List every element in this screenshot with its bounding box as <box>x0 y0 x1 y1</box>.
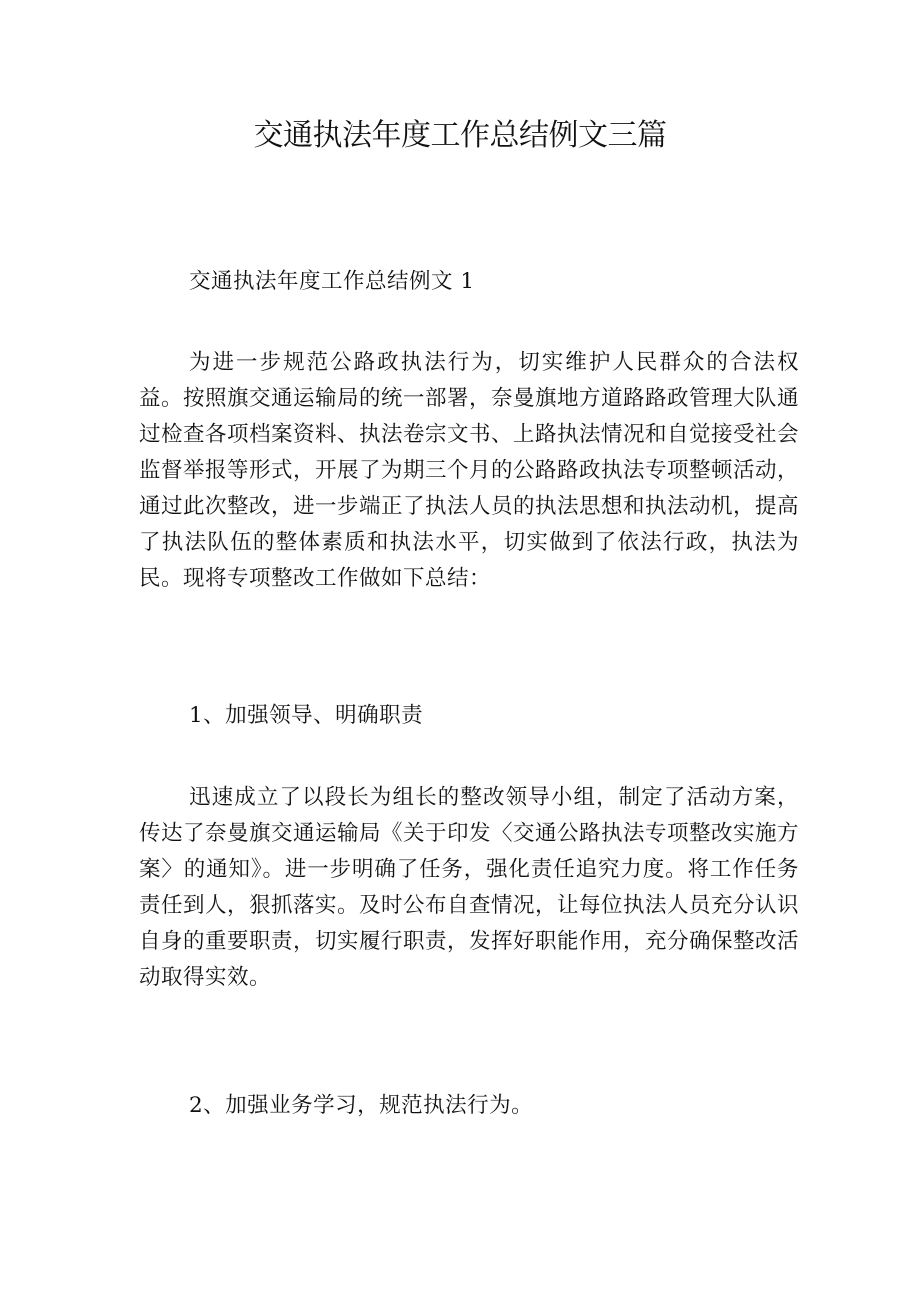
section-heading-1: 交通执法年度工作总结例文 1 <box>189 269 475 294</box>
section-paragraph-1: 为进一步规范公路政执法行为，切实维护人民群众的合法权益。按照旗交通运输局的统一部署，奈曼旗地方道路路政管理大队通过检查各项档案资料、执法卷宗文书、上路执法情况和自觉接受社会监督举报等形式，开展了为期三个月的公路路政执法专项整顿活动，通过此次整改，进一步端正了执法人员的执法思想和执法动机，提高了执法队伍的整体素质和执法水平，切实做到了依法行政，执法为民。现将专项整改工作做如下总结： <box>139 350 800 591</box>
section-heading-2: 1、加强领导、明确职责 <box>189 703 424 728</box>
section-paragraph-2: 迅速成立了以段长为组长的整改领导小组，制定了活动方案，传达了奈曼旗交通运输局《关于印发〈交通公路执法专项整改实施方案〉的通知》。进一步明确了任务，强化责任追究力度。将工作任务责任到人，狠抓落实。及时公布自查情况，让每位执法人员充分认识自身的重要职责，切实履行职责，发挥好职能作用，充分确保整改活动取得实效。 <box>139 785 800 990</box>
document-title: 交通执法年度工作总结例文三篇 <box>253 118 667 153</box>
section-heading-3: 2、加强业务学习，规范执法行为。 <box>189 1093 534 1118</box>
